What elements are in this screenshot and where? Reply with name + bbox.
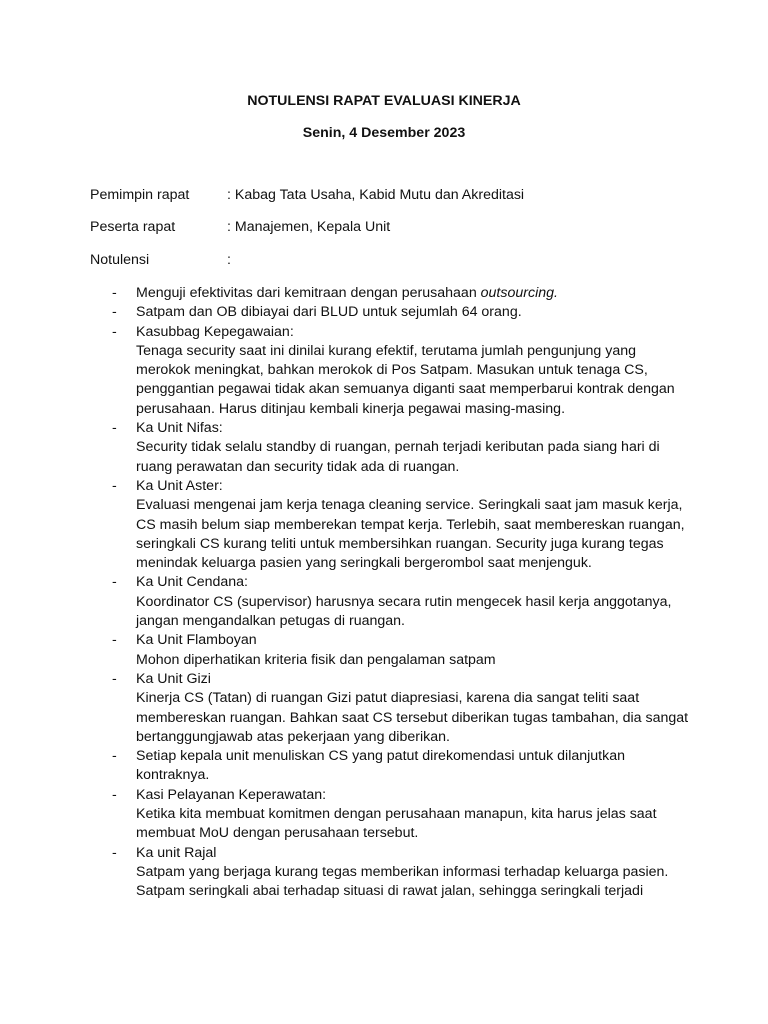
list-item <box>112 284 692 303</box>
list-item-line: Menguji efektivitas dari kemitraan dengan perusahaan outsourcing. <box>136 285 558 301</box>
list-item-line: jangan mengandalkan petugas di ruangan. <box>136 613 405 630</box>
list-item-line: Koordinator CS (supervisor) harusnya secara rutin mengecek hasil kerja anggotanya, <box>136 593 672 610</box>
meta-value: : Manajemen, Kepala Unit <box>227 219 391 235</box>
list-item-line: Kasubbag Kepegawaian: <box>136 323 294 340</box>
list-item-line: kontraknya. <box>136 767 210 784</box>
bullet-dash: - <box>112 574 117 591</box>
list-item-line: penggantian pegawai tidak akan semuanya diganti saat memperbarui kontrak dengan <box>136 381 675 398</box>
list-item-line: Evaluasi mengenai jam kerja tenaga cleaning service. Seringkali saat jam masuk kerja, <box>136 497 683 514</box>
list-item <box>112 786 692 844</box>
list-item-line: Ka Unit Aster: <box>136 477 223 494</box>
list-item-line: Ka Unit Flamboyan <box>136 632 257 649</box>
list-item-line: Mohon diperhatikan kriteria fisik dan pengalaman satpam <box>136 651 496 668</box>
list-item-line: Kinerja CS (Tatan) di ruangan Gizi patut diapresiasi, karena dia sangat teliti saat <box>136 690 640 707</box>
bullet-dash: - <box>112 477 117 494</box>
meta-label: Notulensi <box>90 252 150 268</box>
list-item <box>112 303 692 322</box>
meta-label: Pemimpin rapat <box>90 187 190 203</box>
list-item-line: merokok meningkat, bahkan merokok di Pos Satpam. Masukan untuk tenaga CS, <box>136 362 648 379</box>
list-item <box>112 844 692 902</box>
document-title: NOTULENSI RAPAT EVALUASI KINERJA <box>247 93 521 109</box>
bullet-dash: - <box>112 304 117 321</box>
list-item-line: Tenaga security saat ini dinilai kurang efektif, terutama jumlah pengunjung yang <box>136 342 637 359</box>
list-item-line: seringkali CS kurang teliti untuk membersihkan ruangan. Security juga kurang tegas <box>136 535 664 552</box>
list-item <box>112 670 692 747</box>
list-item-line: ruang perawatan dan security tidak ada di ruangan. <box>136 458 460 475</box>
list-item-line: Setiap kepala unit menuliskan CS yang patut direkomendasi untuk dilanjutkan <box>136 748 625 765</box>
meta-value: : Kabag Tata Usaha, Kabid Mutu dan Akreditasi <box>227 187 525 203</box>
bullet-dash: - <box>112 748 117 765</box>
list-item-line: Ka Unit Nifas: <box>136 420 223 437</box>
list-item <box>112 419 692 477</box>
list-item <box>112 631 692 670</box>
list-item <box>112 747 692 786</box>
bullet-dash: - <box>112 786 117 803</box>
list-item-line: CS masih belum siap memberekan tempat kerja. Terlebih, saat membereskan ruangan, <box>136 516 685 533</box>
list-item-line: bertanggungjawab atas pekerjaan yang diberikan. <box>136 728 450 745</box>
bullet-dash: - <box>112 670 117 687</box>
list-item-line: Satpam yang berjaga kurang tegas memberikan informasi terhadap keluarga pasien. <box>136 863 669 880</box>
list-item-line: Satpam dan OB dibiayai dari BLUD untuk sejumlah 64 orang. <box>136 304 522 321</box>
list-item <box>112 323 692 419</box>
document-date: Senin, 4 Desember 2023 <box>302 125 466 141</box>
list-item-line: Kasi Pelayanan Keperawatan: <box>136 786 327 803</box>
list-item-line: Satpam seringkali abai terhadap situasi di rawat jalan, sehingga seringkali terjadi <box>136 883 644 900</box>
list-item-line: Ketika kita membuat komitmen dengan perusahaan manapun, kita harus jelas saat <box>136 806 657 823</box>
list-item <box>112 573 692 631</box>
list-item-line: Ka Unit Cendana: <box>136 574 248 591</box>
meta-label: Peserta rapat <box>90 219 176 235</box>
list-item-line: Security tidak selalu standby di ruangan, pernah terjadi keributan pada siang hari di <box>136 439 660 456</box>
bullet-dash: - <box>112 420 117 437</box>
list-item-line: Ka Unit Gizi <box>136 670 211 687</box>
meta-value: : <box>227 252 231 268</box>
list-item-line: menindak keluarga pasien yang seringkali bergerombol saat menjenguk. <box>136 555 592 572</box>
list-item-line: Ka unit Rajal <box>136 844 217 861</box>
bullet-dash: - <box>112 632 117 649</box>
notes-list <box>112 284 692 902</box>
bullet-dash: - <box>112 844 117 861</box>
bullet-dash: - <box>112 323 117 340</box>
bullet-dash: - <box>112 285 117 301</box>
italic-term: outsourcing. <box>480 285 558 301</box>
list-item <box>112 477 692 573</box>
list-item-line: membuat MoU dengan perusahaan tersebut. <box>136 825 419 842</box>
list-item-line: membereskan ruangan. Bahkan saat CS tersebut diberikan tugas tambahan, dia sangat <box>136 709 689 726</box>
list-item-line: perusahaan. Harus ditinjau kembali kinerja pegawai masing-masing. <box>136 400 566 417</box>
